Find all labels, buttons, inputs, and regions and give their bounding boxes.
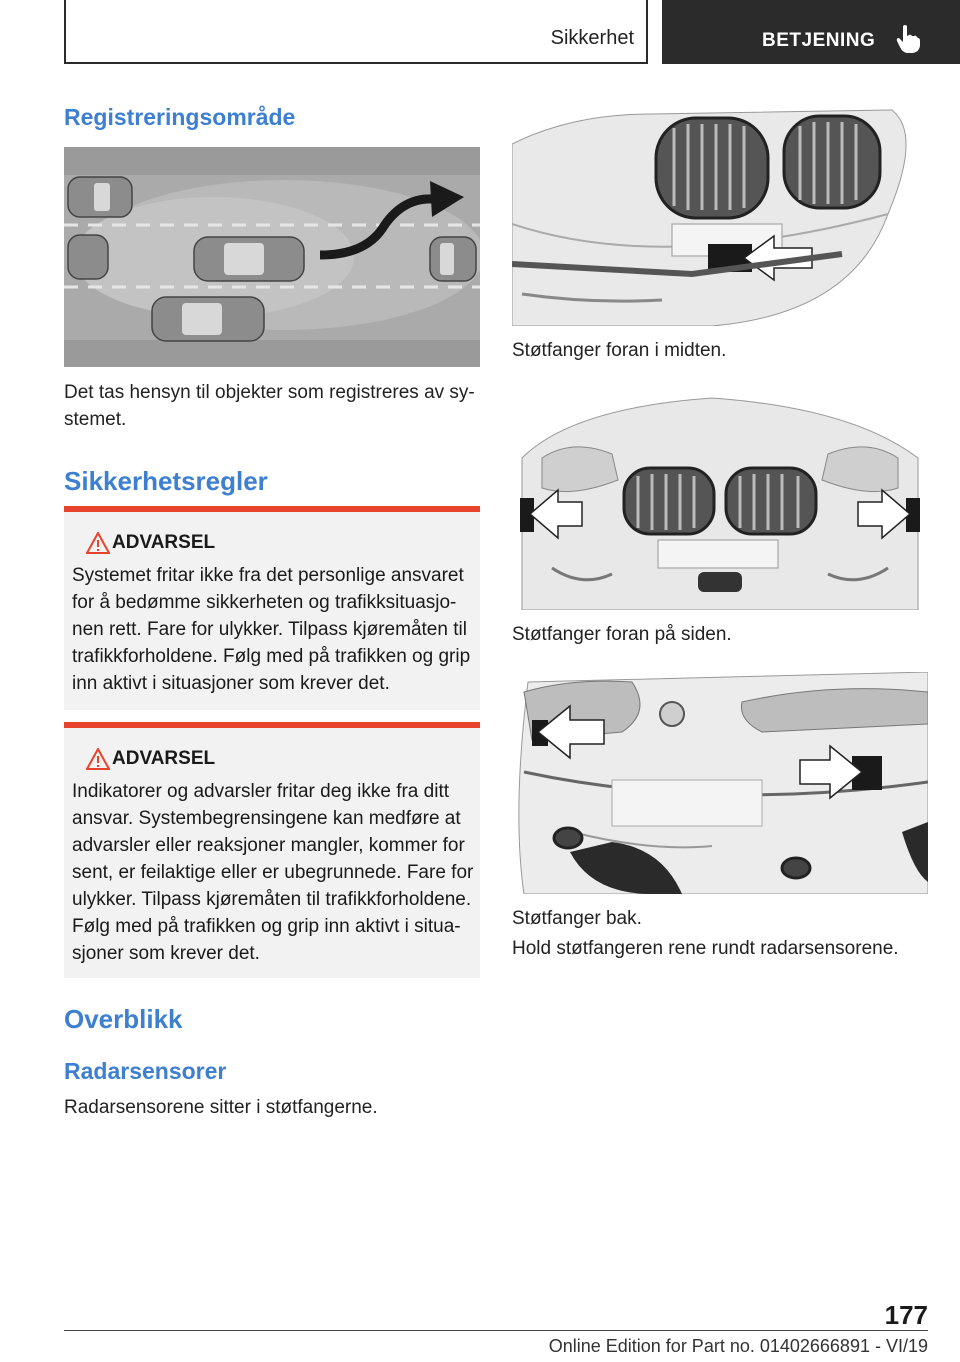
detection-area-illustration	[64, 147, 480, 367]
registrering-text-line-2: stemet.	[64, 409, 127, 430]
warning-2-title: ADVARSEL	[112, 748, 216, 769]
header-chapter-box	[662, 0, 960, 64]
warning-triangle-icon	[86, 748, 110, 770]
warning-1-text: Systemet fritar ikke fra det personlige ansvaret for å bedømme sikkerheten og trafikksituasjo‐ nen rett. Fare for ulykker. Tilpass kjøremåten til trafikkforholdene. Følg med på trafikken og grip inn aktivt i situasjoner som krever det.	[72, 565, 471, 694]
warning-box-2	[64, 722, 480, 978]
edition-info: Online Edition for Part no. 01402666891 - VI/19	[548, 1336, 928, 1356]
caption-front-center: Støtfanger foran i midten.	[512, 340, 727, 361]
warning-box-1	[64, 506, 480, 710]
page-number: 177	[884, 1300, 928, 1330]
header-chapter-title: BETJENING	[762, 30, 876, 51]
caption-front-side: Støtfanger foran på siden.	[512, 624, 732, 645]
radar-text: Radarsensorene sitter i støtfangerne.	[64, 1097, 378, 1118]
front-center-bumper-illustration	[512, 104, 928, 326]
heading-sikkerhetsregler: Sikkerhetsregler	[64, 466, 268, 496]
warning-2-text: Indikatorer og advarsler fritar deg ikke fra ditt ansvar. Systembegrensingene kan medføre at advarsler eller reaksjoner mangler, kommer for sent, er feilaktige eller er ubegrunnede. Fare for ulykker. Tilpass kjøremåten til trafikkforholdene. Følg med på trafikken og grip inn aktivt i situa‐ sjoner som krever det.	[72, 781, 474, 964]
header-section-box	[64, 0, 648, 64]
header-section-title: Sikkerhet	[550, 27, 634, 49]
hand-pointer-icon	[894, 24, 920, 54]
heading-registreringsomrade: Registreringsområde	[64, 104, 296, 130]
rear-bumper-illustration	[512, 672, 928, 894]
warning-triangle-icon	[86, 532, 110, 554]
warning-1-title: ADVARSEL	[112, 532, 216, 553]
radar-cleaning-note: Hold støtfangeren rene rundt radarsensorene.	[512, 938, 899, 959]
heading-radarsensorer: Radarsensorer	[64, 1058, 227, 1084]
front-side-bumper-illustration	[512, 388, 928, 610]
footer-divider	[64, 1330, 928, 1331]
caption-rear: Støtfanger bak.	[512, 908, 642, 929]
registrering-text-line-1: Det tas hensyn til objekter som registreres av sy‐	[64, 382, 475, 403]
heading-overblikk: Overblikk	[64, 1004, 183, 1034]
